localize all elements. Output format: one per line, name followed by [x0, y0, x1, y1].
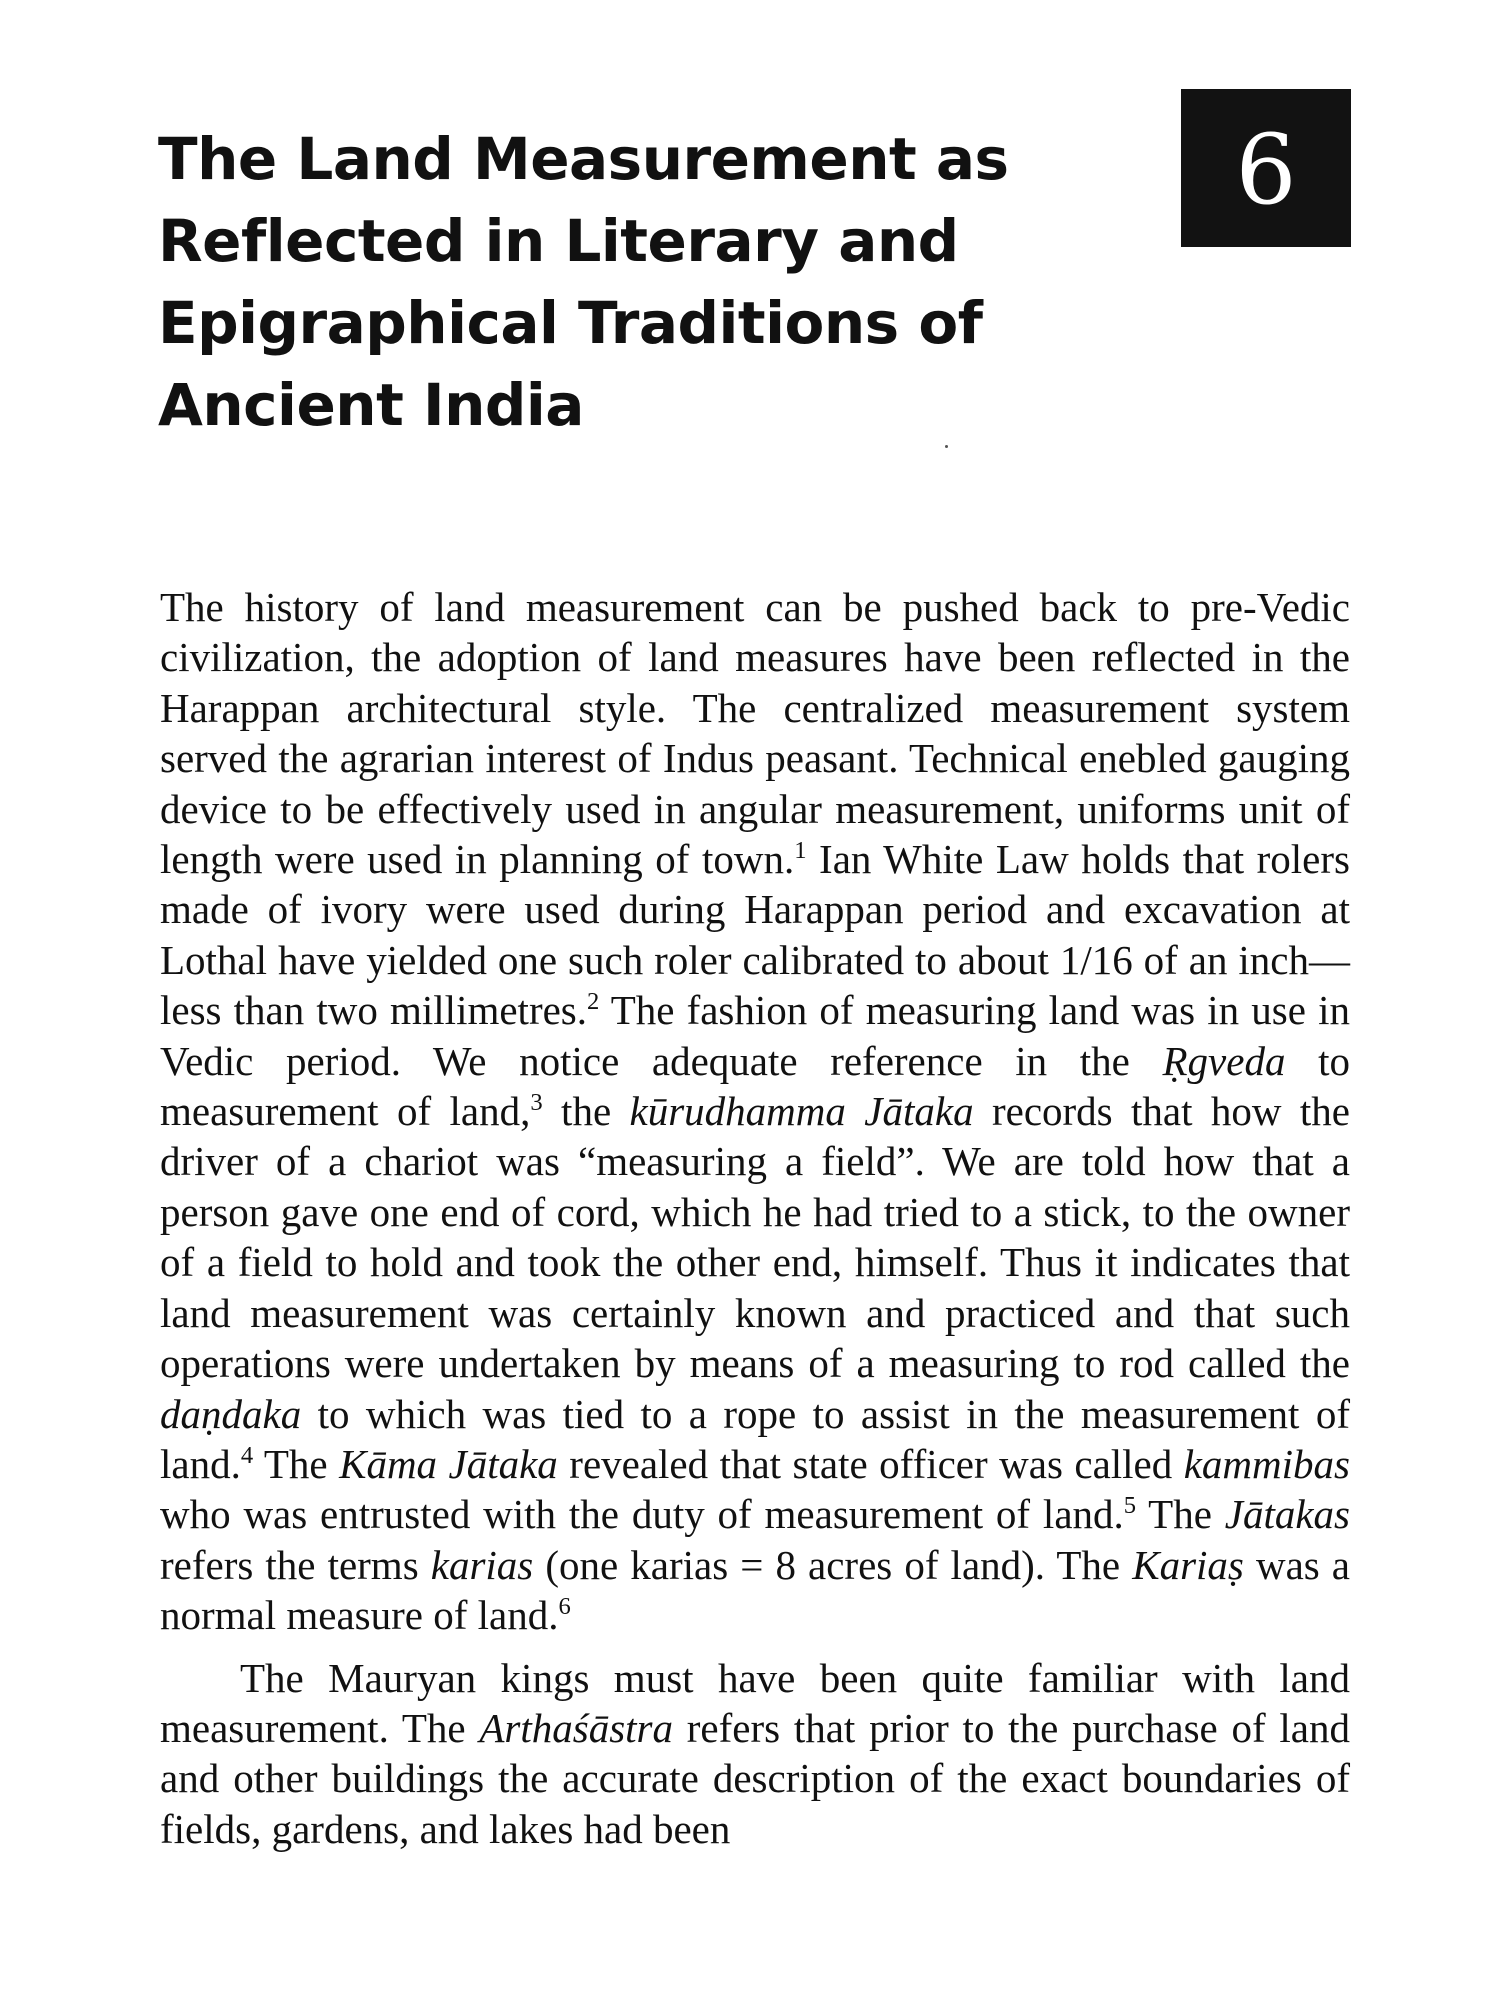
paragraph-2 — [160, 1653, 1350, 1855]
text-run: to measurement of land, — [160, 1037, 1350, 1135]
italic-term-jatakas: Jātakas — [1224, 1491, 1350, 1538]
print-speck — [945, 445, 948, 448]
text-run: was a normal measure of land. — [160, 1541, 1351, 1639]
text-run: to which was tied to a rope to assist in the measurement of land. — [160, 1390, 1350, 1487]
italic-term-kama-jataka: Kāma Jātaka — [339, 1440, 558, 1487]
chapter-title-line-2: Reflected in Literary and — [158, 207, 959, 275]
chapter-title — [158, 118, 1078, 446]
text-run: refers the terms — [160, 1541, 431, 1588]
italic-term-karias: karias — [430, 1541, 534, 1588]
chapter-title-line-1: The Land Measurement as — [158, 125, 1009, 193]
italic-term-dandaka: daṇdaka — [160, 1390, 302, 1437]
text-run: (one karias = 8 acres of land). The — [533, 1541, 1133, 1588]
chapter-title-line-3: Epigraphical Traditions of — [158, 289, 983, 357]
paragraph-1 — [160, 582, 1350, 1641]
body-text — [160, 582, 1350, 1854]
text-run: The — [253, 1440, 340, 1487]
italic-term-kammibas: kammibas — [1183, 1440, 1350, 1487]
text-run: Ian White Law holds that rolers made of ivory were used during Harappan period and excavation at Lothal have yielded one such roler calibrated to about 1/16 of an inch—less than two millimetres. — [160, 836, 1350, 1034]
italic-term-karias-capital: Kariaṣ — [1132, 1541, 1244, 1588]
footnote-ref-6[interactable]: 6 — [558, 1592, 571, 1620]
footnote-ref-3[interactable]: 3 — [530, 1088, 543, 1116]
text-run: The Mauryan kings must have been quite familiar with land measurement. The — [160, 1654, 1350, 1751]
footnote-ref-5[interactable]: 5 — [1123, 1492, 1137, 1520]
italic-term-kurudhamma-jataka: kūrudhamma Jātaka — [629, 1088, 974, 1135]
text-run: records that how the driver of a chariot was “measuring a field”. We are told how that a person gave one end of cord, which he had tried to a stick, to the owner of a field to hold and took the other end, himself. Thus it indicates that land measurement was certainly known and practiced and that such operations were undertaken by means of a measuring to rod called the — [160, 1088, 1350, 1387]
text-run: revealed that state officer was called — [557, 1440, 1184, 1487]
italic-term-rgveda: Ṛgveda — [1162, 1037, 1286, 1084]
chapter-number-box — [1181, 89, 1351, 247]
text-run: who was entrusted with the duty of measurement of land. — [160, 1491, 1124, 1538]
italic-term-arthasastra: Arthaśāstra — [479, 1704, 673, 1751]
footnote-ref-2[interactable]: 2 — [587, 988, 600, 1015]
chapter-title-line-4: Ancient India — [158, 371, 584, 439]
footnote-ref-1[interactable]: 1 — [794, 836, 807, 864]
text-run: The fashion of measuring land was in use in Vedic period. We notice adequate reference in the — [160, 987, 1350, 1084]
chapter-number: 6 — [1235, 114, 1297, 226]
text-run: The — [1136, 1491, 1225, 1538]
text-run: refers that prior to the purchase of land and other buildings the accurate description of the exact boundaries of fields, gardens, and lakes had been — [160, 1704, 1350, 1852]
text-run: The history of land measurement can be pushed back to pre-Vedic civilization, the adoption of land measures have been reflected in the Harappan architectural style. The centralized measurement system served the agrarian interest of Indus peasant. Technical enebled gauging device to be effectively used in angular measurement, uniforms unit of length were used in planning of town. — [160, 584, 1350, 883]
text-run: the — [542, 1088, 630, 1135]
footnote-ref-4[interactable]: 4 — [240, 1441, 254, 1469]
